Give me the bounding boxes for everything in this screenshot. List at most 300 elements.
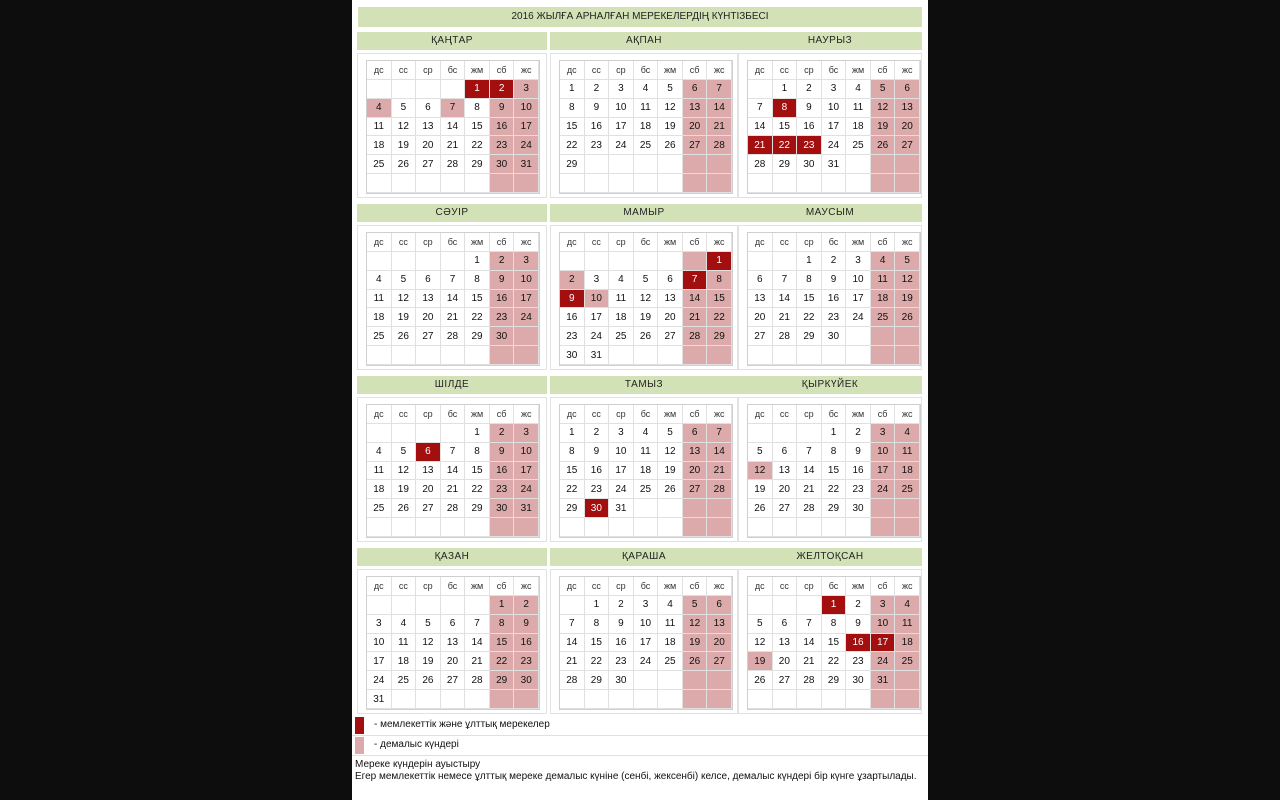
day-cell: 18	[392, 652, 417, 671]
day-cell: 9	[846, 615, 871, 634]
day-cell: 5	[871, 80, 896, 99]
empty-cell	[773, 252, 798, 271]
empty-cell	[895, 690, 920, 709]
weekday-header: ср	[609, 405, 634, 424]
empty-cell	[367, 252, 392, 271]
empty-cell	[797, 174, 822, 193]
note-text: Егер мемлекеттік немесе ұлттық мереке демалыс күніне (сенбі, жексенбі) келсе, демалыс күндері бір күнге ұзартылады.	[355, 771, 917, 782]
empty-cell	[748, 252, 773, 271]
month-name: ТАМЫЗ	[550, 376, 738, 394]
day-cell: 9	[560, 290, 585, 309]
day-cell: 1	[465, 252, 490, 271]
weekday-header: дс	[367, 233, 392, 252]
day-cell: 6	[683, 80, 708, 99]
day-cell: 27	[441, 671, 466, 690]
empty-cell	[822, 174, 847, 193]
day-cell: 10	[871, 443, 896, 462]
empty-cell	[634, 252, 659, 271]
day-cell: 28	[465, 671, 490, 690]
day-cell: 28	[707, 136, 732, 155]
empty-cell	[748, 174, 773, 193]
day-cell: 10	[634, 615, 659, 634]
day-cell: 21	[441, 136, 466, 155]
day-cell: 24	[609, 136, 634, 155]
day-cell: 16	[490, 290, 515, 309]
day-cell: 1	[465, 424, 490, 443]
day-cell: 8	[822, 615, 847, 634]
day-cell: 30	[846, 671, 871, 690]
day-cell: 19	[683, 634, 708, 653]
weekday-header: жс	[707, 233, 732, 252]
empty-cell	[441, 596, 466, 615]
day-cell: 13	[683, 99, 708, 118]
month-name: ШІЛДЕ	[357, 376, 547, 394]
empty-cell	[773, 518, 798, 537]
empty-cell	[895, 346, 920, 365]
weekday-header: сс	[585, 233, 610, 252]
day-cell: 16	[490, 462, 515, 481]
day-cell: 25	[658, 652, 683, 671]
day-cell: 13	[658, 290, 683, 309]
month-12	[738, 548, 922, 714]
day-cell: 28	[441, 155, 466, 174]
empty-cell	[441, 252, 466, 271]
day-cell: 1	[773, 80, 798, 99]
day-cell: 19	[416, 652, 441, 671]
empty-cell	[490, 690, 515, 709]
weekday-header: жс	[707, 405, 732, 424]
day-cell: 26	[392, 155, 417, 174]
day-cell: 6	[748, 271, 773, 290]
day-cell: 21	[683, 308, 708, 327]
month-grid	[559, 232, 733, 366]
empty-cell	[773, 596, 798, 615]
empty-cell	[490, 518, 515, 537]
empty-cell	[441, 174, 466, 193]
day-cell: 2	[797, 80, 822, 99]
empty-cell	[871, 346, 896, 365]
day-cell: 20	[773, 652, 798, 671]
day-cell: 14	[748, 118, 773, 137]
day-cell: 21	[797, 480, 822, 499]
day-cell: 14	[773, 290, 798, 309]
weekday-header: дс	[748, 233, 773, 252]
day-cell: 5	[658, 80, 683, 99]
empty-cell	[895, 155, 920, 174]
empty-cell	[367, 596, 392, 615]
day-cell: 5	[392, 271, 417, 290]
empty-cell	[392, 596, 417, 615]
day-cell: 5	[683, 596, 708, 615]
weekday-header: бс	[822, 577, 847, 596]
month-10	[357, 548, 547, 714]
day-cell: 9	[585, 99, 610, 118]
month-body	[550, 569, 738, 714]
weekday-header: сс	[392, 61, 417, 80]
weekday-header: ср	[416, 61, 441, 80]
empty-cell	[416, 80, 441, 99]
weekday-header: жс	[514, 61, 539, 80]
weekday-header: сб	[683, 61, 708, 80]
weekday-header: жм	[658, 577, 683, 596]
day-cell: 18	[367, 136, 392, 155]
weekday-header: дс	[367, 61, 392, 80]
day-cell: 29	[560, 155, 585, 174]
day-cell: 8	[465, 443, 490, 462]
day-cell: 31	[367, 690, 392, 709]
empty-cell	[609, 252, 634, 271]
weekday-header: жм	[465, 405, 490, 424]
weekday-header: ср	[609, 577, 634, 596]
day-cell: 29	[465, 499, 490, 518]
day-cell: 12	[658, 99, 683, 118]
day-cell: 25	[634, 480, 659, 499]
day-cell: 13	[416, 118, 441, 137]
day-cell: 22	[560, 136, 585, 155]
empty-cell	[895, 499, 920, 518]
weekday-header: бс	[634, 405, 659, 424]
day-cell: 13	[748, 290, 773, 309]
empty-cell	[658, 155, 683, 174]
day-cell: 9	[609, 615, 634, 634]
empty-cell	[683, 499, 708, 518]
day-cell: 21	[707, 118, 732, 137]
day-cell: 14	[797, 462, 822, 481]
empty-cell	[609, 518, 634, 537]
empty-cell	[871, 174, 896, 193]
day-cell: 17	[514, 462, 539, 481]
day-cell: 4	[895, 596, 920, 615]
day-cell: 22	[773, 136, 798, 155]
day-cell: 25	[846, 136, 871, 155]
day-cell: 13	[416, 290, 441, 309]
empty-cell	[490, 174, 515, 193]
day-cell: 4	[367, 271, 392, 290]
day-cell: 12	[416, 634, 441, 653]
day-cell: 21	[707, 462, 732, 481]
day-cell: 27	[773, 499, 798, 518]
empty-cell	[797, 346, 822, 365]
day-cell: 30	[846, 499, 871, 518]
day-cell: 8	[560, 443, 585, 462]
day-cell: 14	[707, 99, 732, 118]
weekday-header: сс	[585, 577, 610, 596]
day-cell: 24	[609, 480, 634, 499]
day-cell: 4	[609, 271, 634, 290]
day-cell: 11	[846, 99, 871, 118]
day-cell: 20	[773, 480, 798, 499]
month-5	[550, 204, 738, 370]
day-cell: 24	[514, 480, 539, 499]
empty-cell	[416, 596, 441, 615]
month-body	[738, 397, 922, 542]
day-cell: 3	[585, 271, 610, 290]
day-cell: 2	[490, 252, 515, 271]
day-cell: 8	[773, 99, 798, 118]
weekday-header: сс	[392, 405, 417, 424]
empty-cell	[683, 174, 708, 193]
day-cell: 13	[441, 634, 466, 653]
day-cell: 16	[585, 462, 610, 481]
day-cell: 11	[634, 443, 659, 462]
day-cell: 16	[846, 634, 871, 653]
weekday-header: бс	[634, 61, 659, 80]
day-cell: 4	[367, 443, 392, 462]
month-body	[357, 225, 547, 370]
day-cell: 31	[514, 499, 539, 518]
day-cell: 25	[871, 308, 896, 327]
day-cell: 16	[609, 634, 634, 653]
day-cell: 2	[514, 596, 539, 615]
empty-cell	[658, 690, 683, 709]
day-cell: 22	[822, 480, 847, 499]
weekday-header: сб	[683, 577, 708, 596]
empty-cell	[683, 252, 708, 271]
day-cell: 31	[871, 671, 896, 690]
day-cell: 23	[490, 480, 515, 499]
month-grid	[366, 576, 540, 710]
day-cell: 27	[416, 155, 441, 174]
empty-cell	[895, 174, 920, 193]
day-cell: 25	[634, 136, 659, 155]
day-cell: 15	[465, 118, 490, 137]
day-cell: 15	[773, 118, 798, 137]
day-cell: 23	[846, 652, 871, 671]
month-body	[550, 397, 738, 542]
day-cell: 12	[658, 443, 683, 462]
day-cell: 1	[585, 596, 610, 615]
day-cell: 15	[822, 634, 847, 653]
day-cell: 6	[416, 99, 441, 118]
empty-cell	[392, 518, 417, 537]
day-cell: 19	[748, 480, 773, 499]
day-cell: 11	[634, 99, 659, 118]
weekday-header: дс	[367, 405, 392, 424]
month-grid	[747, 576, 921, 710]
day-cell: 23	[585, 480, 610, 499]
day-cell: 16	[514, 634, 539, 653]
day-cell: 24	[367, 671, 392, 690]
day-cell: 12	[895, 271, 920, 290]
day-cell: 14	[707, 443, 732, 462]
day-cell: 29	[707, 327, 732, 346]
day-cell: 18	[658, 634, 683, 653]
empty-cell	[367, 174, 392, 193]
month-name: ҚАҢТАР	[357, 32, 547, 50]
weekday-header: сб	[490, 577, 515, 596]
empty-cell	[367, 518, 392, 537]
day-cell: 29	[822, 499, 847, 518]
day-cell: 1	[490, 596, 515, 615]
day-cell: 26	[392, 499, 417, 518]
day-cell: 25	[367, 327, 392, 346]
day-cell: 19	[392, 308, 417, 327]
day-cell: 9	[822, 271, 847, 290]
empty-cell	[441, 424, 466, 443]
day-cell: 21	[773, 308, 798, 327]
day-cell: 9	[490, 443, 515, 462]
day-cell: 7	[707, 424, 732, 443]
month-name: АҚПАН	[550, 32, 738, 50]
weekday-header: жм	[658, 233, 683, 252]
day-cell: 17	[871, 634, 896, 653]
month-body	[738, 569, 922, 714]
day-cell: 8	[560, 99, 585, 118]
day-cell: 9	[490, 271, 515, 290]
day-cell: 2	[846, 596, 871, 615]
empty-cell	[683, 671, 708, 690]
day-cell: 22	[465, 480, 490, 499]
day-cell: 9	[490, 99, 515, 118]
weekday-header: дс	[560, 577, 585, 596]
day-cell: 20	[441, 652, 466, 671]
day-cell: 20	[416, 308, 441, 327]
weekday-header: сб	[871, 405, 896, 424]
weekday-header: сс	[773, 233, 798, 252]
day-cell: 3	[514, 424, 539, 443]
empty-cell	[465, 174, 490, 193]
day-cell: 6	[707, 596, 732, 615]
weekday-header: ср	[416, 233, 441, 252]
weekday-header: дс	[560, 61, 585, 80]
day-cell: 20	[416, 480, 441, 499]
month-body	[550, 225, 738, 370]
day-cell: 6	[441, 615, 466, 634]
day-cell: 26	[634, 327, 659, 346]
day-cell: 18	[609, 308, 634, 327]
month-8	[550, 376, 738, 542]
day-cell: 15	[797, 290, 822, 309]
day-cell: 6	[416, 443, 441, 462]
day-cell: 13	[895, 99, 920, 118]
month-9	[738, 376, 922, 542]
month-body	[550, 53, 738, 198]
weekday-header: сб	[490, 405, 515, 424]
day-cell: 15	[560, 118, 585, 137]
day-cell: 11	[895, 615, 920, 634]
day-cell: 14	[683, 290, 708, 309]
day-cell: 12	[392, 290, 417, 309]
day-cell: 31	[514, 155, 539, 174]
day-cell: 22	[797, 308, 822, 327]
day-cell: 30	[514, 671, 539, 690]
empty-cell	[846, 690, 871, 709]
empty-cell	[634, 346, 659, 365]
day-cell: 11	[367, 290, 392, 309]
legend-dayoff-label: - демалыс күндері	[374, 739, 459, 750]
day-cell: 2	[490, 80, 515, 99]
day-cell: 29	[585, 671, 610, 690]
day-cell: 24	[514, 308, 539, 327]
month-name: ЖЕЛТОҚСАН	[738, 548, 922, 566]
weekday-header: жс	[895, 233, 920, 252]
day-cell: 28	[683, 327, 708, 346]
weekday-header: сс	[773, 577, 798, 596]
month-body	[357, 397, 547, 542]
day-cell: 15	[490, 634, 515, 653]
day-cell: 6	[773, 443, 798, 462]
day-cell: 18	[895, 462, 920, 481]
day-cell: 17	[822, 118, 847, 137]
day-cell: 30	[490, 499, 515, 518]
day-cell: 28	[441, 327, 466, 346]
day-cell: 7	[748, 99, 773, 118]
day-cell: 22	[465, 308, 490, 327]
day-cell: 16	[797, 118, 822, 137]
empty-cell	[683, 346, 708, 365]
day-cell: 23	[846, 480, 871, 499]
day-cell: 18	[634, 462, 659, 481]
empty-cell	[683, 155, 708, 174]
day-cell: 22	[560, 480, 585, 499]
legend-holiday	[352, 716, 928, 736]
day-cell: 6	[416, 271, 441, 290]
day-cell: 19	[658, 118, 683, 137]
month-name: НАУРЫЗ	[738, 32, 922, 50]
day-cell: 19	[871, 118, 896, 137]
empty-cell	[585, 155, 610, 174]
empty-cell	[634, 499, 659, 518]
weekday-header: бс	[634, 577, 659, 596]
weekday-header: бс	[822, 405, 847, 424]
day-cell: 29	[465, 155, 490, 174]
weekday-header: жм	[658, 61, 683, 80]
empty-cell	[748, 424, 773, 443]
empty-cell	[585, 518, 610, 537]
month-body	[357, 569, 547, 714]
empty-cell	[560, 252, 585, 271]
empty-cell	[465, 346, 490, 365]
day-cell: 11	[367, 462, 392, 481]
empty-cell	[748, 346, 773, 365]
day-cell: 14	[560, 634, 585, 653]
month-grid	[366, 60, 540, 194]
day-cell: 5	[416, 615, 441, 634]
day-cell: 8	[585, 615, 610, 634]
weekday-header: дс	[748, 405, 773, 424]
day-cell: 3	[609, 80, 634, 99]
day-cell: 24	[871, 652, 896, 671]
month-name: МАМЫР	[550, 204, 738, 222]
empty-cell	[609, 346, 634, 365]
empty-cell	[392, 252, 417, 271]
day-cell: 3	[871, 596, 896, 615]
day-cell: 19	[895, 290, 920, 309]
weekday-header: жс	[707, 61, 732, 80]
day-cell: 5	[658, 424, 683, 443]
month-name: СӘУІР	[357, 204, 547, 222]
day-cell: 4	[392, 615, 417, 634]
day-cell: 30	[585, 499, 610, 518]
weekday-header: дс	[367, 577, 392, 596]
empty-cell	[797, 424, 822, 443]
weekday-header: сб	[683, 233, 708, 252]
day-cell: 4	[895, 424, 920, 443]
day-cell: 6	[895, 80, 920, 99]
day-cell: 27	[683, 136, 708, 155]
day-cell: 18	[367, 480, 392, 499]
weekday-header: жм	[846, 61, 871, 80]
day-cell: 28	[748, 155, 773, 174]
day-cell: 27	[773, 671, 798, 690]
weekday-header: сб	[683, 405, 708, 424]
weekday-header: ср	[609, 61, 634, 80]
weekday-header: дс	[748, 61, 773, 80]
empty-cell	[585, 174, 610, 193]
month-body	[357, 53, 547, 198]
empty-cell	[585, 690, 610, 709]
empty-cell	[634, 690, 659, 709]
